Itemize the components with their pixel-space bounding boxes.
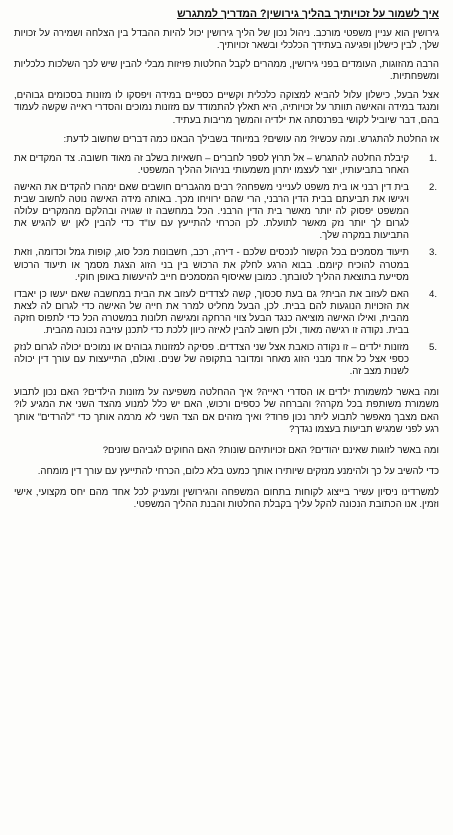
closing-paragraph: ומה באשר למשמורת ילדים או הסדרי ראייה? איך ההחלטה משפיעה על מזונות הילדים? האם נכון לתבוע משמורת משותפת בכל מקרה? והברחה של כספים ורכוש, האם יש כלל למנוע מהצד השני את המגיע לו? האם מצבך מאפשר לתבוע ליתר נכון פרוד? ואיך מזהים אם הצד השני לא מרמה אותך כדי "להרדים" אותך רגע לפני שמגיש תביעות בעצמו נגדך? [14, 387, 439, 435]
list-item [14, 342, 439, 378]
list-item-text: בית דין רבני או בית משפט לענייני משפחה? רבים מהגברים חושבים שאם ימהרו להקדים את האישה ויגישו את תביעתם בבית הדין הרבני, הרי שהם ירוויחו מכך. באותה מידה האישה נוטה לחשוב שבית המשפט יפסוק לה יותר מאשר בית הדין הרבני. הכל במחשבה זו שגויה ובהלקם מהמקרים עלולה לגרום לך יותר נזק מאשר לתועלת. לכן הכרחי להתייעץ עם עו"ד כדי להבין לאן יש להגיש את התביעות במקרה שלך. [14, 181, 409, 242]
list-item [14, 153, 439, 177]
closing-paragraph: למשרדינו ניסיון עשיר בייצוג לקוחות בתחום המשפחה והגירושין ומעניק לכל אחד מהם יחס מקצועי, אישי וזמין. אנו הכתובת הנכונה להקל עליך בקבלת החלטות והבנת ההליך המשפטי. [14, 486, 439, 510]
list-item-number: 1. [428, 152, 437, 164]
list-item-text: האם לעזוב את הבית? גם בעת סכסוך, קשה לצדדים לעזוב את הבית במחשבה שאם יעשו כן יאבדו את הזכויות הנוגעות להם בבית. לכן, הבעל מחליט למרר את חייה של האישה כדי לגרום לה לצאת מהבית, ואילו האישה מוציאה כנגד הבעל צווי הרחקה ומגישה תלונות במשטרה הכל כדי לתפוס חזקה בבית. נקודה זו רגישה מאוד, ולכן חשוב להבין לאיזה כיוון ללכת כדי לתכנן עזיבה נכונה מהבית. [14, 288, 409, 336]
list-item-number: 4. [428, 288, 437, 300]
closing-paragraph: ומה באשר לזוגות שאינם יהודים? האם זכויותיהם שונות? האם החוקים לגביהם שונים? [102, 444, 439, 456]
numbered-list [14, 153, 439, 379]
list-item-number: 2. [428, 181, 437, 193]
closing-paragraph: כדי להשיב על כך ולהימנע מנזקים שיותירו אותך כמעט בלא כלום, הכרחי להתייעץ עם עורך דין מומחה. [37, 465, 439, 477]
list-item-text: תיעוד מסמכים בכל הקשור לנכסים שלכם - דירה, רכב, חשבונות מכל סוג, קופות גמל וכדומה, וזאת במטרה להוכיח קיומם. בבוא הרגע לחלק את הרכוש בין בני הזוג הצגת מסמך או תיעוד הרכוש מסייעת בתוצאת ההליך לטובתך. כמובן שאיסוף המסמכים חייב להיעשות באופן חוקי. [14, 247, 409, 283]
list-item-text: קיבלת החלטה להתגרש – אל תרוץ לספר לחברים – חשאיות בשלב זה מאוד חשובה. צד המקדים את האחר בתביעותיו, יוצר לעצמו יתרון משמעותי בניהול ההליך המשפטי. [14, 152, 409, 176]
list-item-text: מזונות ילדים – זו נקודה כואבת אצל שני הצדדים. פסיקה למזונות גבוהים או נמוכים יכולה לגרום לנזק כספי אצל כל אחד מבני הזוג מאחר ומדובר בתקופה של שנים. ואולם, התייעצות עם עורך דין יכולה לשנות מצב זה. [14, 342, 409, 378]
list-item [14, 289, 439, 337]
intro-paragraph: הרבה מהזוגות, העומדים בפני גירושין, ממהרים לקבל החלטות פזיזות מבלי להבין שיש לכך השלכות כלכליות ומשפחתיות. [14, 59, 439, 83]
list-item-number: 3. [428, 247, 437, 259]
list-item [14, 247, 439, 283]
intro-paragraph: גירושין הוא עניין משפטי מורכב. ניהול נכון של הליך גירושין יכול להיות ההבדל בין הצלחה ושמירה על זכויות שלך, לבין כישלון ופגיעה בעתידך הכלכלי ובשאר זכויותיך. [14, 28, 439, 52]
document-title: איך לשמור על זכויותיך בהליך גירושין? המדריך למתגרש [177, 8, 439, 20]
intro-paragraph: אצל הבעל, כישלון עלול להביא למצוקה כלכלית וקשיים כספיים במידה ויפסקו לו מזונות בסכומים גבוהים, ומנגד במידה והאישה תוותר על זכויותיה, היא תאלץ להתמודד עם מזונות נמוכים והסדרי ראייה שקשה לעמוד בהם, דבר שיוביל לקושי בפרנסתה את ילדיה והמשך מריבות בעתיד. [14, 90, 439, 126]
list-item [14, 182, 439, 242]
list-item-number: 5. [428, 342, 437, 354]
intro-paragraph: אז החלטת להתגרש. ומה עכשיו? מה עושים? במיוחד בשבילך הבאנו כמה דברים שחשוב לדעת: [63, 133, 439, 145]
